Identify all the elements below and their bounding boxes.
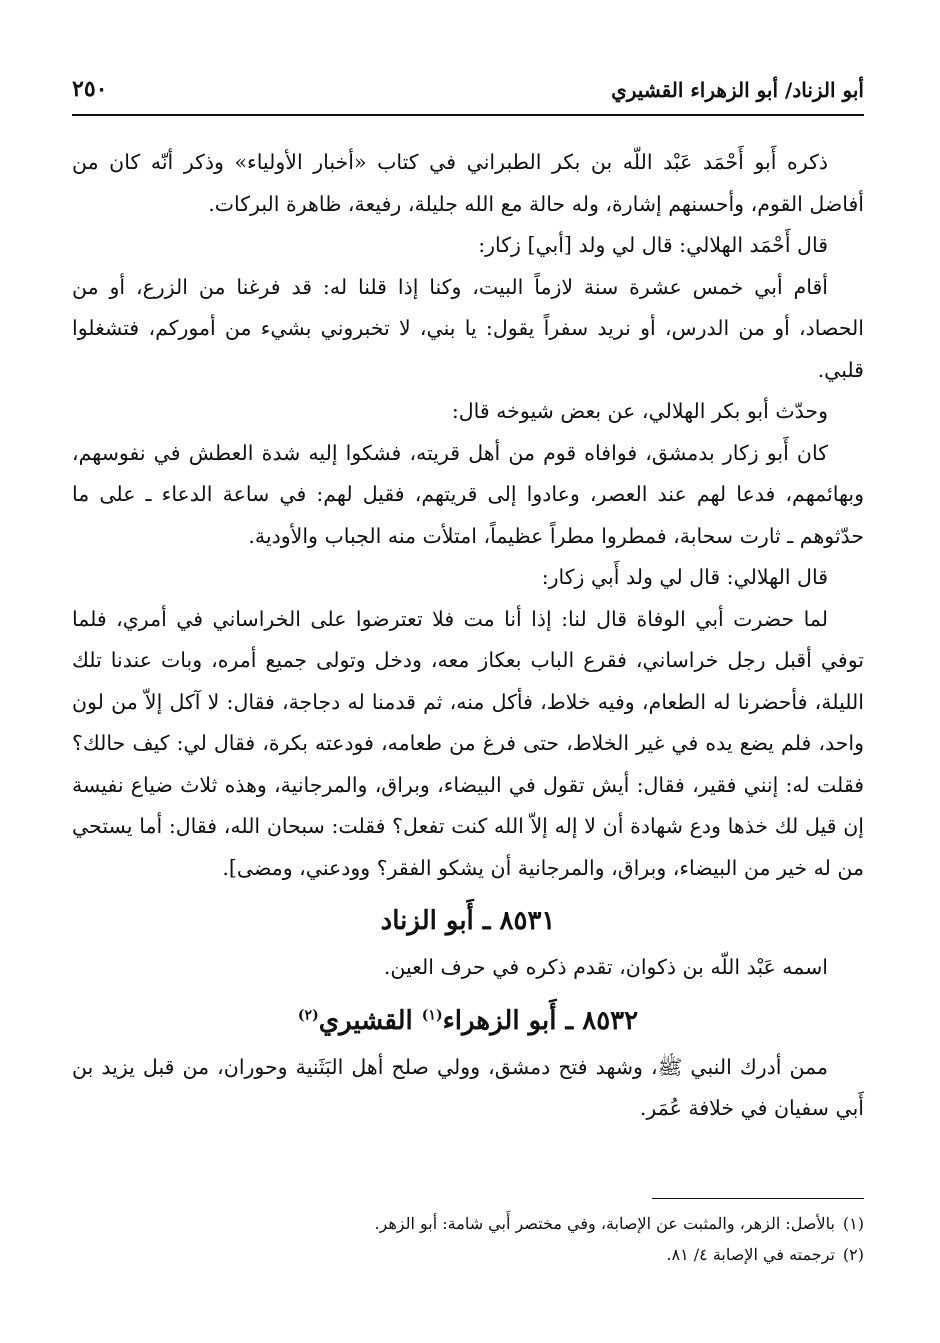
paragraph: قال أَحْمَد الهلالي: قال لي ولد [أبي] زكار: xyxy=(478,233,828,257)
footnote-2 xyxy=(72,1239,864,1270)
footnote-ref-1: (١) xyxy=(421,1006,443,1023)
entry-heading-8532 xyxy=(72,995,864,1047)
footnote-number: (١) xyxy=(842,1214,864,1233)
footnote-divider xyxy=(652,1198,864,1199)
running-title: أبو الزناد/ أبو الزهراء القشيري xyxy=(611,78,864,102)
entry-heading-8532-tail: القشيري xyxy=(318,1005,422,1036)
footnotes xyxy=(72,1208,864,1270)
paragraph: ذكره أَبو أَحْمَد عَبْد اللّه بن بكر الطبراني في كتاب «أخبار الأولياء» وذكر أنّه كان من أفاضل القوم، وأحسنهم إشارة، وله حالة مع الله جليلة، رفيعة، ظاهرة البركات. xyxy=(72,150,864,216)
paragraph: قال الهلالي: قال لي ولد أَبي زكار: xyxy=(541,565,828,589)
paragraph: لما حضرت أبي الوفاة قال لنا: إذا أنا مت فلا تعترضوا على الخراساني في أمري، فلما توفي أقبل رجل خراساني، فقرع الباب بعكاز معه، ودخل وتولى جميع أمره، وبات عندنا تلك الليلة، فأحضرنا له الطعام، وفيه خلاط، فأكل منه، ثم قدمنا له دجاجة، فقال: لا آكل إلاّ من لون واحد، فلم يضع يده في غير الخلاط، حتى فرغ من طعامه، فودعته بكرة، فقال لي: كيف حالك؟ فقلت له: إنني فقير، فقال: أيش تقول في البيضاء، وبراق، والمرجانية، وهذه ثلاث ضياع نفيسة إن قيل لك خذها ودع شهادة أن لا إله إلاّ الله كنت تفعل؟ فقلت: سبحان الله، فقال: أما يستحي من له خير من البيضاء، وبراق، والمرجانية أن يشكو الفقر؟ وودعني، ومضى]. xyxy=(72,606,864,880)
entry-heading-8531: ٨٥٣١ ـ أَبو الزناد xyxy=(380,906,556,936)
entry-text-8532: ممن أدرك النبي ﷺ، وشهد فتح دمشق، وولي صلح أهل البَثَنية وحوران، من قبل يزيد بن أَبي سفيان في خلافة عُمَر. xyxy=(72,1054,864,1120)
page-header xyxy=(72,70,864,116)
footnote-1 xyxy=(72,1208,864,1239)
footnote-text: بالأصل: الزهر، والمثبت عن الإصابة، وفي مختصر أَبي شامة: أبو الزهر. xyxy=(374,1214,835,1233)
main-text xyxy=(72,142,864,1130)
footnote-text: ترجمته في الإصابة ٤/ ٨١. xyxy=(666,1245,835,1264)
paragraph: وحدّث أبو بكر الهلالي، عن بعض شيوخه قال: xyxy=(451,399,828,423)
entry-heading-8532-main: ٨٥٣٢ ـ أَبو الزهراء xyxy=(442,1005,639,1036)
entry-text-8531: اسمه عَبْد اللّه بن ذكوان، تقدم ذكره في حرف العين. xyxy=(383,955,828,979)
paragraph: كان أَبو زكار بدمشق، فوافاه قوم من أهل قريته، فشكوا إليه شدة العطش في نفوسهم، وبهائمهم، فدعا لهم عند العصر، وعادوا إلى قريتهم، فقيل لهم: في ساعة الدعاء ـ على ما حدّثوهم ـ ثارت سحابة، فمطروا مطراً عظيماً، امتلأت منه الجباب والأودية. xyxy=(72,440,864,548)
footnote-number: (٢) xyxy=(842,1245,864,1264)
footnote-ref-2: (٢) xyxy=(297,1006,319,1023)
page-number: ٢٥٠ xyxy=(72,76,108,102)
paragraph: أقام أبي خمس عشرة سنة لازماً البيت، وكنا إذا قلنا له: قد فرغنا من الزرع، أو من الحصاد، أو من الدرس، أو نريد سفراً يقول: يا بني، لا تخبروني بشيء من أموركم، فتشغلوا قلبي. xyxy=(72,274,864,382)
